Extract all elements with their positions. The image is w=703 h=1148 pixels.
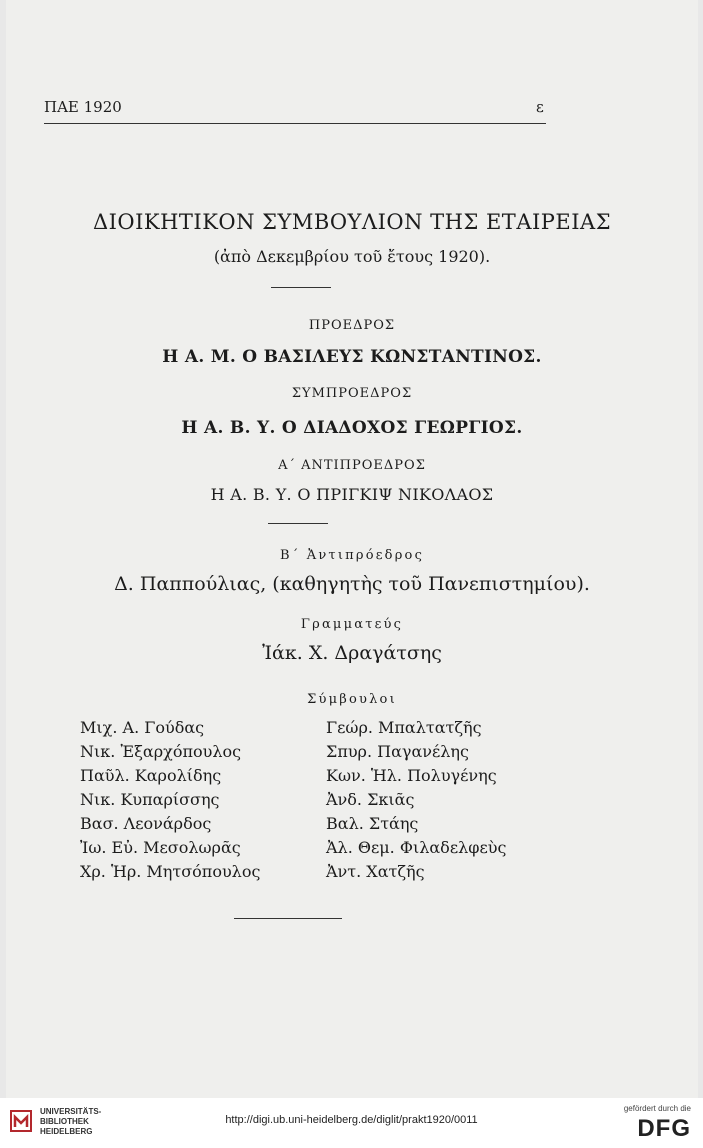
list-item: Σπυρ. Παγανέλης xyxy=(326,742,469,761)
list-item: Ἰω. Εὐ. Μεσολωρᾶς xyxy=(80,838,241,857)
list-item: Νικ. Ἐξαρχόπουλος xyxy=(80,742,242,761)
list-item: Νικ. Κυπαρίσσης xyxy=(80,790,220,809)
list-item: Βασ. Λεονάρδος xyxy=(80,814,212,833)
scanned-page xyxy=(6,0,698,1098)
copresident-name: Η Α. Β. Υ. Ο ΔΙΑΔΟΧΟΣ ΓΕΩΡΓΙΟΣ. xyxy=(181,418,523,438)
vp2-role: Β΄ Ἀντιπρόεδρος xyxy=(279,548,425,563)
header-rule xyxy=(44,123,546,124)
library-name-line: BIBLIOTHEK xyxy=(40,1117,89,1126)
vp1-role: Α΄ ΑΝΤΙΠΡΟΕΔΡΟΣ xyxy=(278,458,426,473)
list-item: Ἀνδ. Σκιᾶς xyxy=(326,790,415,809)
secretary-role: Γραμματεύς xyxy=(300,617,404,632)
members-heading: Σύμβουλοι xyxy=(307,692,397,707)
list-item: Μιχ. Α. Γούδας xyxy=(80,718,205,737)
closing-rule xyxy=(234,918,342,919)
vp2-name: Δ. Παππούλιας, (καθηγητὴς τοῦ Πανεπιστημίου). xyxy=(114,573,590,595)
list-item: Βαλ. Στάης xyxy=(326,814,419,833)
dfg-logo: DFG xyxy=(637,1115,691,1142)
divider xyxy=(268,523,328,524)
list-item: Παῦλ. Καρολίδης xyxy=(80,766,222,785)
president-role: ΠΡΟΕΔΡΟΣ xyxy=(308,318,396,333)
library-name-line: HEIDELBERG xyxy=(40,1127,93,1136)
divider xyxy=(271,287,331,288)
copresident-role: ΣΥΜΠΡΟΕΔΡΟΣ xyxy=(291,386,413,401)
list-item: Ἀλ. Θεμ. Φιλαδελφεὺς xyxy=(326,838,507,857)
list-item: Χρ. Ἡρ. Μητσόπουλος xyxy=(80,862,261,881)
document-subtitle: (ἀπὸ Δεκεμβρίου τοῦ ἔτους 1920). xyxy=(213,247,491,266)
list-item: Γεώρ. Μπαλτατζῆς xyxy=(326,718,482,737)
source-url-link[interactable]: http://digi.ub.uni-heidelberg.de/diglit/prakt1920/0011 xyxy=(225,1114,478,1126)
vp1-name: Η Α. Β. Υ. Ο ΠΡΙΓΚΙΨ ΝΙΚΟΛΑΟΣ xyxy=(210,485,494,504)
document-title: ΔΙΟΙΚΗΤΙΚΟΝ ΣΥΜΒΟΥΛΙΟΝ ΤΗΣ ΕΤΑΙΡΕΙΑΣ xyxy=(92,210,612,234)
secretary-name: Ἰάκ. Χ. Δραγάτσης xyxy=(262,642,442,664)
page-number: ε xyxy=(536,98,544,116)
funding-note: gefördert durch die xyxy=(623,1104,691,1113)
library-name-line: UNIVERSITÄTS- xyxy=(40,1107,102,1116)
running-header-left: ΠΑΕ 1920 xyxy=(44,98,122,116)
list-item: Κων. Ἡλ. Πολυγένης xyxy=(326,766,497,785)
viewer-footer xyxy=(0,1098,703,1148)
president-name: Η Α. Μ. Ο ΒΑΣΙΛΕΥΣ ΚΩΝΣΤΑΝΤΙΝΟΣ. xyxy=(162,347,542,367)
list-item: Ἀντ. Χατζῆς xyxy=(326,862,425,881)
